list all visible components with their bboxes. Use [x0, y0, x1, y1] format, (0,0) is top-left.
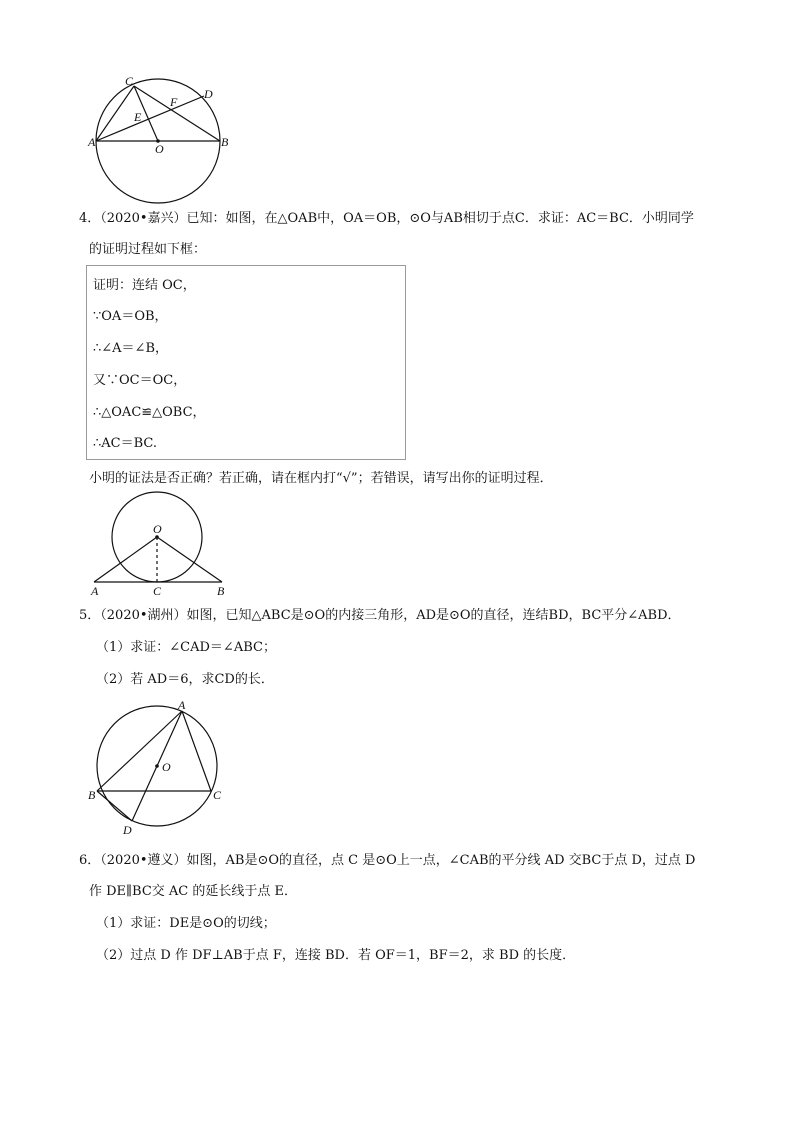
- q6-part-2: （2）过点 D 作 DF⊥AB于点 F，连接 BD．若 OF＝1，BF＝2，求 BD 的长度．: [96, 948, 576, 963]
- label-b: B: [88, 788, 96, 802]
- figure-inscribed-triangle: [85, 700, 235, 840]
- proof-line-4: 又∵OC＝OC，: [93, 373, 187, 388]
- proof-line-3: ∴∠A＝∠B，: [93, 341, 168, 356]
- label-c: C: [153, 584, 162, 598]
- q4-line-2: 的证明过程如下框：: [89, 242, 207, 257]
- segment-ab: [97, 711, 182, 791]
- label-b: B: [221, 135, 229, 149]
- label-c: C: [125, 74, 134, 88]
- label-d: D: [123, 823, 132, 837]
- proof-line-6: ∴AC＝BC.: [93, 436, 158, 451]
- label-d: D: [204, 87, 213, 101]
- segment-ac: [182, 711, 211, 791]
- label-b: B: [217, 584, 225, 598]
- figure-tangent-circle: [88, 492, 238, 604]
- label-o: O: [162, 760, 171, 774]
- segment-ob: [157, 537, 222, 582]
- label-o: O: [153, 522, 162, 536]
- label-c: C: [213, 788, 222, 802]
- label-a: A: [178, 698, 186, 712]
- figure-circle-1: [80, 75, 240, 205]
- center-point-o: [155, 764, 159, 768]
- segment-bd: [97, 791, 132, 821]
- proof-line-1: 证明：连结 OC，: [93, 278, 196, 293]
- label-o: O: [155, 142, 164, 156]
- proof-line-2: ∵OA＝OB，: [93, 309, 168, 324]
- q6-part-1: （1）求证：DE是⊙O的切线；: [96, 916, 276, 931]
- q5-line-1: 5．（2020•湖州）如图，已知△ABC是⊙O的内接三角形，AD是⊙O的直径，连结BD，BC平分∠ABD．: [79, 608, 681, 623]
- label-f: F: [170, 95, 178, 109]
- q6-line-1: 6．（2020•遵义）如图，AB是⊙O的直径，点 C 是⊙O上一点，∠CAB的平分线 AD 交BC于点 D，过点 D: [79, 853, 696, 868]
- proof-box: [86, 265, 406, 460]
- q6-line-2: 作 DE∥BC交 AC 的延长线于点 E．: [89, 884, 298, 899]
- q4-question: 小明的证法是否正确？若正确，请在框内打“√”；若错误，请写出你的证明过程．: [89, 471, 553, 486]
- segment-oa: [94, 537, 157, 582]
- q4-line-1: 4．（2020•嘉兴）已知：如图，在△OAB中，OA＝OB，⊙O与AB相切于点C．求证：AC＝BC．小明同学: [79, 211, 694, 226]
- label-a: A: [91, 584, 99, 598]
- q5-part-1: （1）求证：∠CAD＝∠ABC；: [96, 640, 276, 655]
- label-e: E: [134, 110, 142, 124]
- q5-part-2: （2）若 AD＝6，求CD的长．: [96, 672, 274, 687]
- label-a: A: [88, 135, 96, 149]
- proof-line-5: ∴△OAC≌△OBC，: [93, 405, 206, 420]
